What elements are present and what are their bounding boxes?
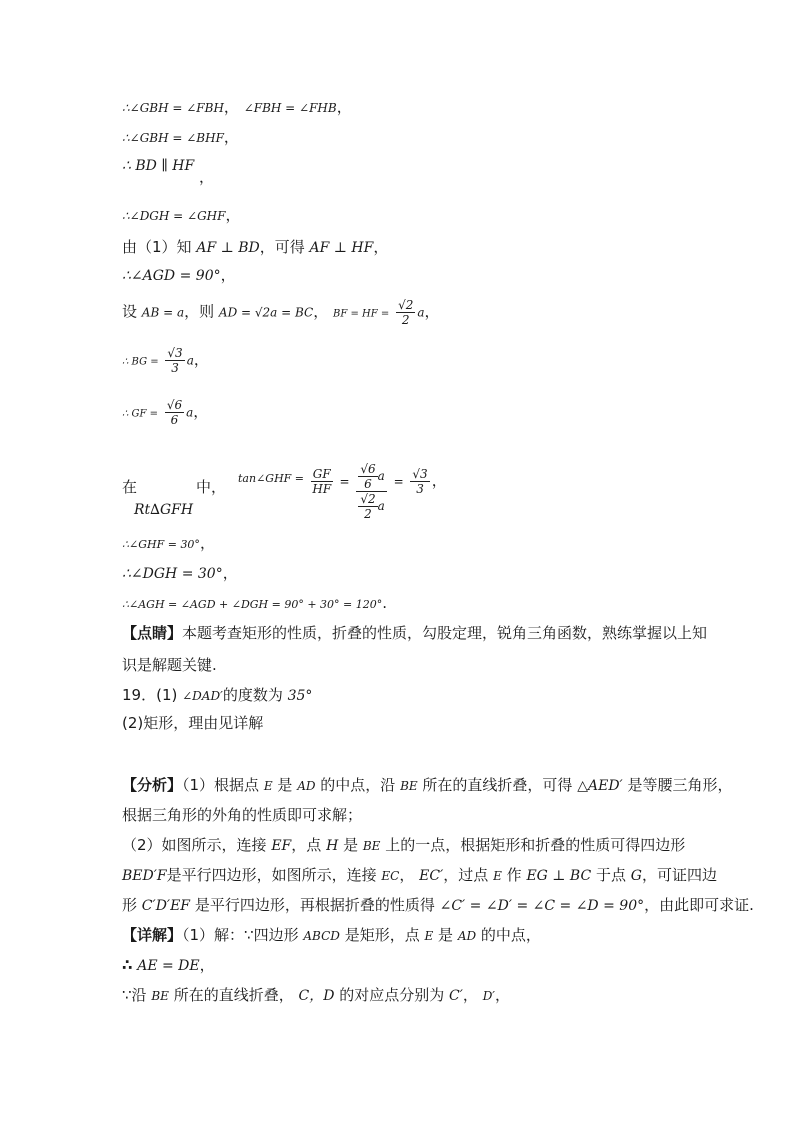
line-2: ∴∠GBH = ∠BHF， [122, 128, 239, 146]
line-3: ∴ BD ∥ HF ， [122, 158, 214, 186]
fraction: $\frac{√3}{3}$ [412, 467, 428, 496]
math: ∴∠GBH = ∠FBH [122, 101, 224, 115]
line-18: 【分析】（1）根据点 E 是 AD 的中点，沿 BE 所在的直线折叠，可得 △AED′ 是等腰三角形， [122, 776, 733, 794]
line-15: 识是解题关键. [122, 656, 217, 674]
fraction: $\frac{√2}{2}$ [398, 298, 414, 327]
line-13: ∴∠AGH = ∠AGD + ∠DGH = 90° + 30° = 120°. [122, 594, 388, 612]
line-10-zai: 在 [122, 478, 138, 496]
line-10-formula: $^{tan\angle GHF =}$ $\frac{GF}{HF}$ = $\frac{√6}{6}$ a $\frac{√2}{2}$ a = $\frac{√3}{3}$ ， [238, 462, 447, 521]
line-10-triangle: Rt∆GFH [134, 502, 194, 518]
math: ∠FBH = ∠FHB [243, 101, 337, 115]
line-17: (2)矩形，理由见详解 [122, 714, 264, 732]
fraction: $\frac{√3}{3}$ [167, 346, 183, 375]
line-16: 19．(1) ∠DAD′的度数为 35° [122, 686, 313, 704]
line-23: 【详解】（1）解：∵四边形 ABCD 是矩形，点 E 是 AD 的中点， [122, 926, 541, 944]
line-19: 根据三角形的外角的性质即可求解； [122, 806, 363, 824]
line-4: ∴∠DGH = ∠GHF， [122, 206, 241, 224]
line-12: ∴∠DGH = 30°， [122, 564, 238, 582]
line-25: ∵沿 BE 所在的直线折叠， C，D 的对应点分别为 C′， D′， [122, 986, 511, 1004]
line-5: 由（1）知 AF ⊥ BD，可得 AF ⊥ HF， [122, 238, 389, 256]
fraction: $\frac{√6}{6}$ [166, 398, 183, 427]
line-10-zhong: 中， [196, 478, 227, 496]
line-14: 【点睛】本题考查矩形的性质，折叠的性质，勾股定理，锐角三角函数，熟练掌握以上知 [122, 624, 708, 642]
line-11: ∴∠GHF = 30°， [122, 534, 215, 552]
compound-fraction: $\frac{√6}{6}$ a $\frac{√2}{2}$ a [356, 462, 386, 521]
fraction: $\frac{GF}{HF}$ [312, 467, 332, 496]
line-20: （2）如图所示，连接 EF，点 H 是 BE 上的一点，根据矩形和折叠的性质可得四边形 [122, 836, 686, 854]
line-8: ∴ BG = $\frac{√3}{3}$ a， [122, 346, 209, 375]
line-7: 设 AB = a，则 AD = √2a = BC， BF = HF = $\frac{√2}{2}$ a， [122, 298, 440, 327]
line-24: ∴ AE = DE， [122, 956, 215, 974]
line-22: 形 C′D′EF 是平行四边形，再根据折叠的性质得 ∠C′ = ∠D′ = ∠C = ∠D = 90°，由此即可求证. [122, 896, 754, 914]
line-21: BED′F是平行四边形，如图所示，连接 EC， EC′，过点 E 作 EG ⊥ BC 于点 G，可证四边 [122, 866, 717, 884]
line-1: ∴∠GBH = ∠FBH， ∠FBH = ∠FHB， [122, 98, 352, 116]
line-9: ∴ GF = $\frac{√6}{6}$ a， [122, 398, 209, 427]
line-6: ∴∠AGD = 90°， [122, 266, 236, 284]
